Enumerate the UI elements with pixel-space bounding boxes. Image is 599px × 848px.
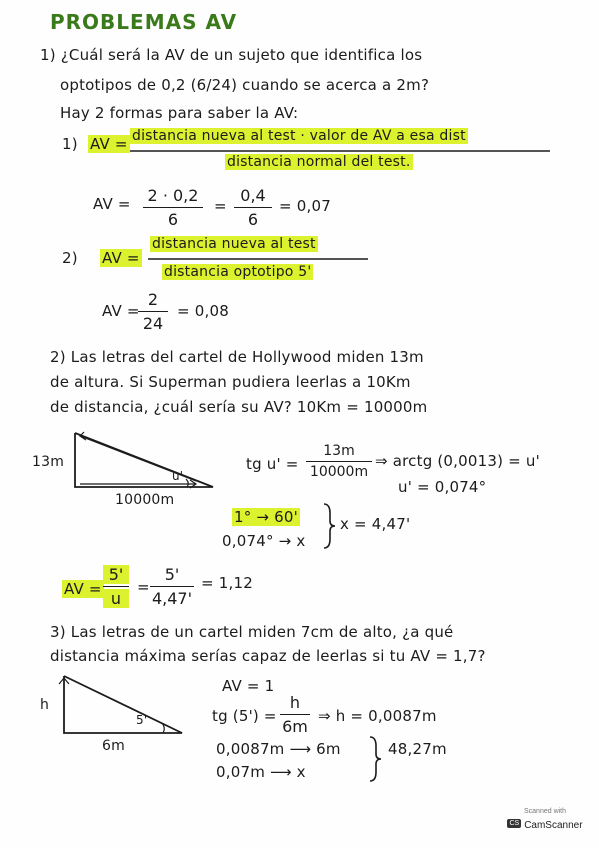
triangle-3-angle: 5' — [136, 713, 148, 727]
brace-3 — [368, 736, 382, 782]
rule-of-three-result: x = 4,47' — [340, 515, 411, 533]
av-3: AV = 1 — [222, 677, 275, 695]
problem-1-line-1: 1) ¿Cuál será la AV de un sujeto que identifica los — [40, 46, 423, 64]
tg-3-left: tg (5') = — [212, 707, 277, 725]
triangle-3-base: 6m — [102, 738, 125, 754]
method-1-label: 1) — [62, 135, 78, 153]
page-title: PROBLEMAS AV — [50, 10, 238, 34]
rule-of-three-1: 1° → 60' — [234, 508, 298, 526]
calc-2-av: AV = — [102, 302, 140, 320]
rule-of-three-2: 0,074° → x — [222, 532, 306, 550]
calc-1-equals: = — [214, 197, 227, 215]
triangle-2-angle: u' — [172, 469, 184, 483]
rule-3-line-2: 0,07m ⟶ x — [216, 763, 306, 781]
tg-2-left: tg u' = — [246, 455, 299, 473]
problem-3-line-1: 3) Las letras de un cartel miden 7cm de alto, ¿a qué — [50, 623, 454, 641]
method-2-numerator: distancia nueva al test — [152, 236, 316, 252]
method-2-label: 2) — [62, 249, 78, 267]
problem-2-line-2: de altura. Si Superman pudiera leerlas a 10Km — [50, 373, 411, 391]
av-2-equals: = — [137, 578, 150, 596]
method-2-av: AV = — [102, 249, 140, 267]
u-value: u' = 0,074° — [398, 478, 487, 496]
camscanner-stamp: Scanned with CS CamScanner — [509, 808, 583, 831]
calc-2-result: = 0,08 — [177, 302, 229, 320]
av-2-result: = 1,12 — [201, 574, 253, 592]
calc-1-av: AV = — [93, 195, 131, 213]
tg-3-result: ⇒ h = 0,0087m — [318, 707, 437, 725]
calc-1-result: = 0,07 — [279, 197, 331, 215]
method-1-denominator: distancia normal del test. — [227, 154, 411, 170]
rule-3-line-1: 0,0087m ⟶ 6m — [216, 740, 341, 758]
tg-2-arctg: ⇒ arctg (0,0013) = u' — [375, 452, 540, 470]
problem-2-line-1: 2) Las letras del cartel de Hollywood miden 13m — [50, 348, 424, 366]
problem-3-line-2: distancia máxima serías capaz de leerlas si tu AV = 1,7? — [50, 647, 486, 665]
method-2-denominator: distancia optotipo 5' — [164, 264, 312, 280]
triangle-3-height: h — [40, 697, 50, 713]
problem-2-line-3: de distancia, ¿cuál sería su AV? 10Km = 10000m — [50, 398, 428, 416]
problem-1-line-2: optotipos de 0,2 (6/24) cuando se acerca a 2m? — [60, 76, 430, 94]
triangle-2-base: 10000m — [115, 492, 175, 508]
calc-2-fraction: 2 24 — [138, 290, 168, 333]
tg-2-fraction: 13m 10000m — [306, 443, 372, 480]
camscanner-logo-icon: CS — [509, 820, 520, 828]
problem-1-line-3: Hay 2 formas para saber la AV: — [60, 104, 299, 122]
av-2-fraction-a: 5' u — [103, 565, 129, 608]
method-1-av: AV = — [90, 135, 128, 153]
calc-1-fraction-b: 0,4 6 — [234, 186, 272, 229]
rule-3-result: 48,27m — [388, 740, 447, 758]
method-1-numerator: distancia nueva al test · valor de AV a esa dist — [132, 128, 466, 144]
calc-1-fraction-a: 2 · 0,2 6 — [143, 186, 203, 229]
tg-3-fraction: h 6m — [280, 693, 310, 736]
av-2-fraction-b: 5' 4,47' — [151, 565, 193, 608]
triangle-2-height: 13m — [32, 454, 65, 470]
av-2-label: AV = — [64, 580, 102, 598]
